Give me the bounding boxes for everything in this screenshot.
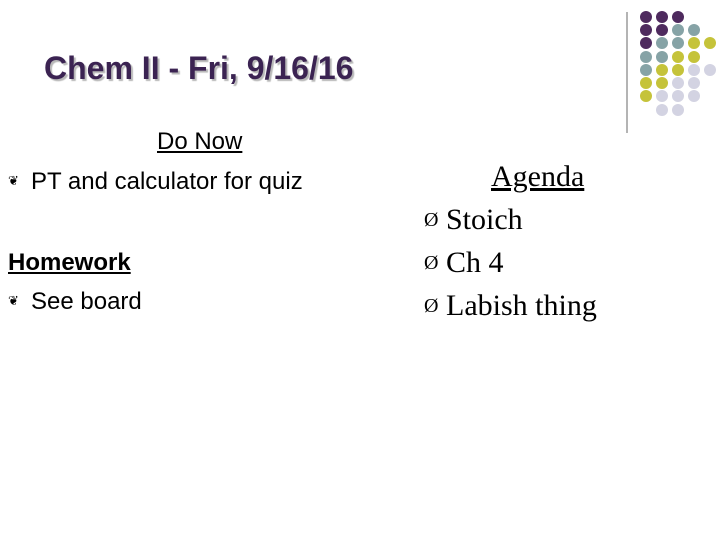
homework-item <box>8 288 142 316</box>
dot <box>672 64 684 76</box>
slide-title: Chem II - Fri, 9/16/16 <box>44 50 354 86</box>
agenda-item <box>424 241 597 284</box>
dot <box>640 11 652 23</box>
bullet-icon: ❦ <box>8 293 19 308</box>
dot <box>640 77 652 89</box>
dot <box>688 77 700 89</box>
homework-heading: Homework <box>8 249 131 276</box>
dot <box>640 37 652 49</box>
agenda-item-text: Stoich <box>446 203 523 236</box>
bullet-icon: ❦ <box>8 173 19 188</box>
dot <box>672 77 684 89</box>
dot <box>688 64 700 76</box>
dot <box>656 24 668 36</box>
dot <box>640 90 652 102</box>
agenda-item <box>424 284 597 327</box>
agenda-item-text: Labish thing <box>446 289 597 322</box>
agenda-list <box>424 198 597 327</box>
dot <box>704 64 716 76</box>
dot <box>704 37 716 49</box>
agenda-item <box>424 198 597 241</box>
do-now-heading: Do Now <box>157 128 243 155</box>
dot <box>672 24 684 36</box>
dot <box>656 11 668 23</box>
dot <box>656 51 668 63</box>
dot <box>640 51 652 63</box>
agenda-item-text: Ch 4 <box>446 246 504 279</box>
homework-item-text: See board <box>31 288 142 315</box>
dot <box>672 11 684 23</box>
dot <box>656 104 668 116</box>
dot <box>672 90 684 102</box>
arrow-bullet-icon: Ø <box>424 295 439 317</box>
do-now-item-text: PT and calculator for quiz <box>31 168 303 195</box>
dot <box>672 37 684 49</box>
agenda-heading: Agenda <box>491 160 585 193</box>
dot <box>640 64 652 76</box>
dot <box>656 77 668 89</box>
dot <box>656 37 668 49</box>
dot <box>672 51 684 63</box>
dot <box>656 64 668 76</box>
dot <box>656 90 668 102</box>
dot <box>672 104 684 116</box>
dot <box>640 24 652 36</box>
dot <box>688 24 700 36</box>
dot <box>688 90 700 102</box>
arrow-bullet-icon: Ø <box>424 252 439 274</box>
arrow-bullet-icon: Ø <box>424 209 439 231</box>
dot <box>688 37 700 49</box>
dot <box>688 51 700 63</box>
do-now-item <box>8 168 303 196</box>
